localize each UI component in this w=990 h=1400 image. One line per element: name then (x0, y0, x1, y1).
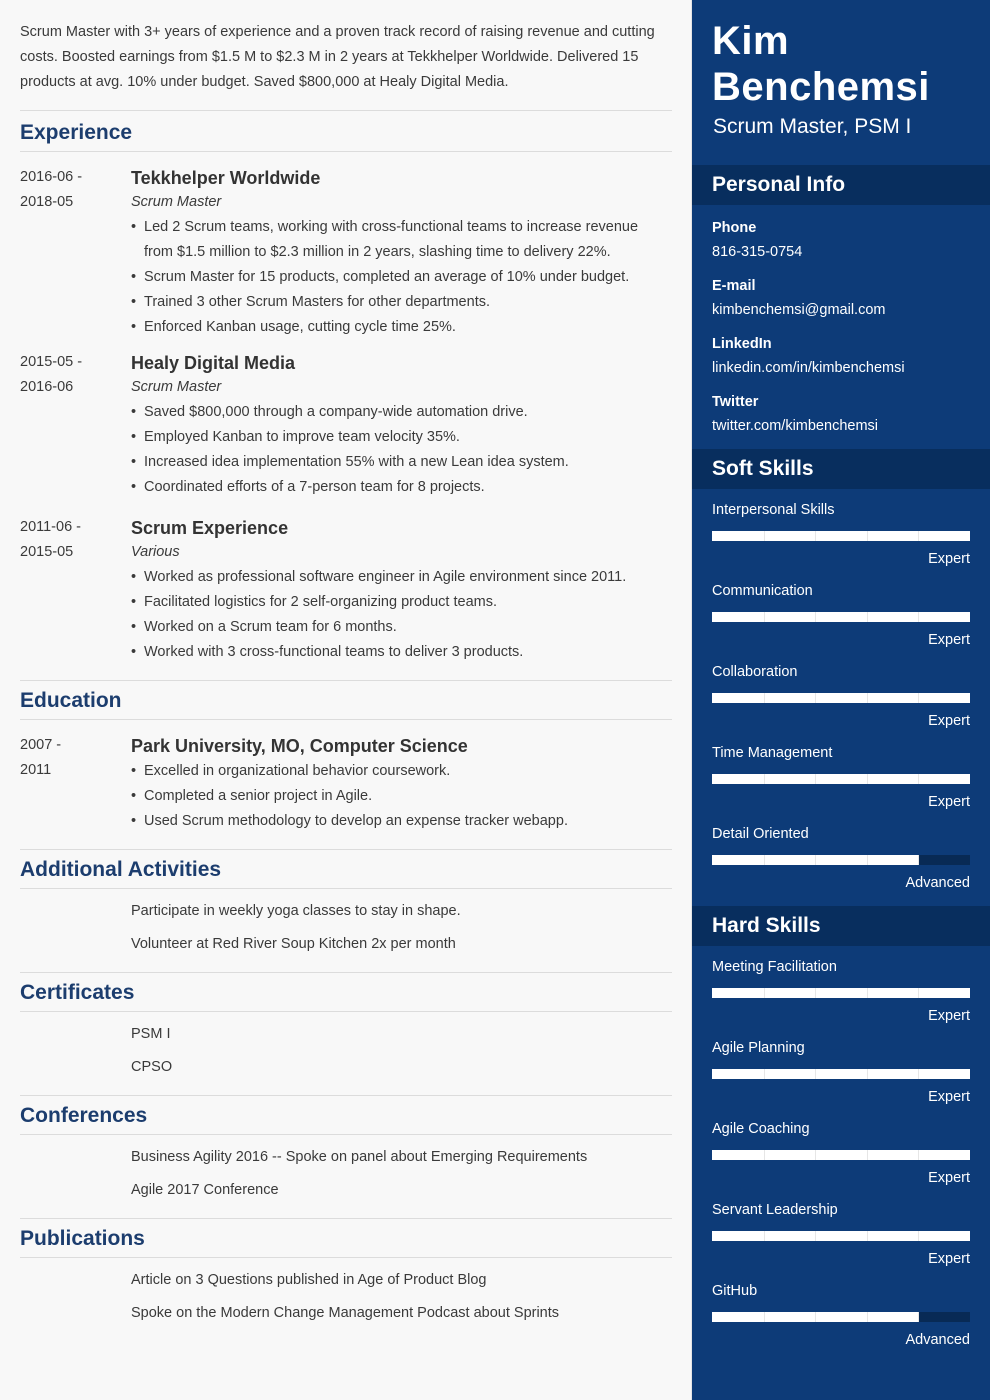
entry-body (131, 350, 671, 500)
skill-row (712, 824, 970, 905)
section-heading-education: Education (20, 689, 122, 712)
skill-row (712, 1281, 970, 1362)
date-end: 2016-06 (20, 379, 74, 395)
skill-bar-divider (764, 774, 765, 784)
company-name: Healy Digital Media (131, 353, 296, 373)
date-start: 2007 - (20, 737, 62, 753)
skill-level-fill (712, 774, 970, 784)
section-heading-conferences: Conferences (20, 1104, 148, 1127)
hard-skills-list (692, 946, 990, 1362)
bullet-list (131, 215, 671, 340)
skill-row (712, 500, 970, 581)
skill-level-label: Expert (928, 551, 970, 567)
entry-dates (20, 165, 131, 340)
bullet-item: • Saved $800,000 through a company-wide automation drive. (131, 400, 671, 425)
school-name: Park University, MO, Computer Science (131, 736, 468, 756)
skill-bar-divider (918, 774, 919, 784)
skill-level-fill (712, 1069, 970, 1079)
bullet-list (131, 565, 671, 665)
experience-entry (20, 165, 671, 340)
bullet-item: • Trained 3 other Scrum Masters for other departments. (131, 290, 671, 315)
skill-bar-divider (867, 612, 868, 622)
bullet-list (131, 759, 671, 834)
company-name: Tekkhelper Worldwide (131, 168, 321, 188)
skill-level-bar (712, 1312, 970, 1322)
bullet-item: • Completed a senior project in Agile. (131, 784, 671, 809)
skill-bar-divider (764, 988, 765, 998)
skill-level-bar (712, 774, 970, 784)
skill-level-fill (712, 1150, 970, 1160)
section-heading-soft-skills: Soft Skills (692, 449, 990, 489)
date-end: 2018-05 (20, 194, 74, 210)
skill-bar-divider (815, 988, 816, 998)
skill-bar-divider (815, 1069, 816, 1079)
skill-bar-divider (918, 1231, 919, 1241)
skill-bar-divider (867, 855, 868, 865)
skill-bar-divider (918, 531, 919, 541)
skill-level-bar (712, 531, 970, 541)
candidate-name (692, 0, 990, 110)
personal-info-list (692, 205, 990, 439)
bullet-item: • Worked with 3 cross-functional teams to deliver 3 products. (131, 640, 671, 665)
skill-level-bar (712, 612, 970, 622)
skill-level-bar (712, 855, 970, 865)
skill-name: Interpersonal Skills (712, 502, 835, 518)
section-heading-hard-skills: Hard Skills (692, 906, 990, 946)
bullet-item: • Coordinated efforts of a 7-person team for 8 projects. (131, 475, 671, 500)
section-heading-personal-info: Personal Info (692, 165, 990, 205)
skill-bar-divider (815, 1150, 816, 1160)
experience-entry (20, 515, 671, 665)
entry-body (131, 165, 671, 340)
bullet-item: • Enforced Kanban usage, cutting cycle time 25%. (131, 315, 671, 340)
first-name: Kim (712, 19, 790, 63)
skill-name: Meeting Facilitation (712, 959, 837, 975)
list-item: Agile 2017 Conference (131, 1182, 279, 1198)
info-value-phone[interactable]: 816-315-0754 (712, 244, 803, 260)
divider (20, 1257, 672, 1258)
info-value-twitter[interactable]: twitter.com/kimbenchemsi (712, 418, 878, 434)
info-label-phone: Phone (712, 220, 757, 236)
skill-level-fill (712, 612, 970, 622)
skill-level-bar (712, 1069, 970, 1079)
entry-body (131, 515, 671, 665)
bullet-item: • Led 2 Scrum teams, working with cross-functional teams to increase revenue from $1.5 million to $2.3 million in 2 years, slashing time to delivery 22%. (131, 215, 671, 265)
divider (20, 151, 672, 152)
skill-level-label: Expert (928, 1008, 970, 1024)
skill-name: Collaboration (712, 664, 798, 680)
sidebar (692, 0, 990, 1400)
conferences-list (20, 1141, 671, 1207)
section-heading-experience: Experience (20, 121, 133, 144)
skill-bar-divider (764, 1312, 765, 1322)
list-item: Business Agility 2016 -- Spoke on panel about Emerging Requirements (131, 1149, 588, 1165)
skill-bar-divider (867, 1069, 868, 1079)
certificates-list (20, 1018, 671, 1084)
skill-level-label: Expert (928, 1251, 970, 1267)
job-title: Scrum Master, PSM I (713, 115, 912, 138)
entry-body (131, 733, 671, 834)
date-start: 2015-05 - (20, 354, 83, 370)
bullet-item: • Facilitated logistics for 2 self-organizing product teams. (131, 590, 671, 615)
section-heading-publications: Publications (20, 1227, 145, 1250)
job-role: Scrum Master (131, 194, 222, 210)
skill-level-fill (712, 531, 970, 541)
skill-level-label: Advanced (905, 875, 970, 891)
divider (20, 888, 672, 889)
skill-bar-divider (764, 531, 765, 541)
skill-bar-divider (867, 1312, 868, 1322)
job-role: Scrum Master (131, 379, 222, 395)
publications-list (20, 1264, 671, 1330)
skill-bar-divider (867, 1150, 868, 1160)
skill-level-bar (712, 1231, 970, 1241)
info-label-linkedin: LinkedIn (712, 336, 772, 352)
skill-level-bar (712, 988, 970, 998)
skill-level-fill (712, 988, 970, 998)
skill-level-fill (712, 1231, 970, 1241)
job-role: Various (131, 544, 180, 560)
skill-name: GitHub (712, 1283, 758, 1299)
skill-level-label: Advanced (905, 1332, 970, 1348)
skill-level-bar (712, 693, 970, 703)
skill-bar-divider (815, 531, 816, 541)
skill-bar-divider (764, 693, 765, 703)
divider (20, 719, 672, 720)
bullet-item: • Worked as professional software engineer in Agile environment since 2011. (131, 565, 671, 590)
skill-row (712, 1200, 970, 1281)
skill-bar-divider (815, 1231, 816, 1241)
skill-level-label: Expert (928, 713, 970, 729)
section-heading-activities: Additional Activities (20, 858, 222, 881)
list-item: Article on 3 Questions published in Age of Product Blog (131, 1272, 487, 1288)
skill-level-bar (712, 1150, 970, 1160)
info-label-twitter: Twitter (712, 394, 759, 410)
skill-bar-divider (867, 1231, 868, 1241)
skill-name: Time Management (712, 745, 833, 761)
skill-name: Agile Planning (712, 1040, 805, 1056)
skill-level-label: Expert (928, 1170, 970, 1186)
skill-name: Agile Coaching (712, 1121, 810, 1137)
bullet-item: • Scrum Master for 15 products, completed an average of 10% under budget. (131, 265, 671, 290)
skill-bar-divider (867, 531, 868, 541)
skill-row (712, 662, 970, 743)
list-item: Spoke on the Modern Change Management Podcast about Sprints (131, 1305, 560, 1321)
info-value-linkedin[interactable]: linkedin.com/in/kimbenchemsi (712, 360, 905, 376)
skill-bar-divider (815, 612, 816, 622)
skill-level-fill (712, 693, 970, 703)
skill-name: Detail Oriented (712, 826, 809, 842)
bullet-item: • Increased idea implementation 55% with a new Lean idea system. (131, 450, 671, 475)
skill-bar-divider (815, 774, 816, 784)
skill-bar-divider (918, 693, 919, 703)
skill-bar-divider (918, 612, 919, 622)
skill-name: Communication (712, 583, 813, 599)
skill-level-label: Expert (928, 632, 970, 648)
list-item: Volunteer at Red River Soup Kitchen 2x per month (131, 936, 456, 952)
divider (20, 1011, 672, 1012)
skill-row (712, 1119, 970, 1200)
last-name: Benchemsi (712, 65, 930, 109)
bullet-item: • Used Scrum methodology to develop an expense tracker webapp. (131, 809, 671, 834)
skill-bar-divider (918, 1069, 919, 1079)
summary-text: Scrum Master with 3+ years of experience and a proven track record of raising revenue and cutting costs. Boosted earnings from $1.5 M to $2.3 M in 2 years at Tekkhelper Worldwide. Delivered 15 products at avg. 10% under budget. Saved $800,000 at Healy Digital Media. (20, 24, 655, 90)
skill-bar-divider (867, 693, 868, 703)
skill-bar-divider (764, 855, 765, 865)
info-value-email[interactable]: kimbenchemsi@gmail.com (712, 302, 886, 318)
date-start: 2016-06 - (20, 169, 83, 185)
date-end: 2015-05 (20, 544, 74, 560)
skill-level-label: Expert (928, 1089, 970, 1105)
entry-dates (20, 733, 131, 834)
skill-bar-divider (918, 1312, 919, 1322)
divider (20, 1134, 672, 1135)
divider (20, 110, 672, 111)
info-label-email: E-mail (712, 278, 756, 294)
skill-bar-divider (815, 1312, 816, 1322)
section-heading-certificates: Certificates (20, 981, 135, 1004)
bullet-item: • Excelled in organizational behavior coursework. (131, 759, 671, 784)
skill-bar-divider (815, 693, 816, 703)
skill-bar-divider (918, 988, 919, 998)
skill-bar-divider (867, 988, 868, 998)
list-item: PSM I (131, 1026, 171, 1042)
entry-dates (20, 350, 131, 500)
date-start: 2011-06 - (20, 519, 81, 535)
skill-row (712, 957, 970, 1038)
date-end: 2011 (20, 762, 52, 778)
skill-bar-divider (918, 1150, 919, 1160)
bullet-item: • Worked on a Scrum team for 6 months. (131, 615, 671, 640)
skill-bar-divider (867, 774, 868, 784)
skill-row (712, 743, 970, 824)
bullet-list (131, 400, 671, 500)
skill-row (712, 581, 970, 662)
soft-skills-list (692, 489, 990, 905)
skill-level-label: Expert (928, 794, 970, 810)
education-entry (20, 733, 671, 834)
entry-dates (20, 515, 131, 665)
list-item: CPSO (131, 1059, 173, 1075)
skill-bar-divider (764, 1231, 765, 1241)
skill-bar-divider (764, 612, 765, 622)
skill-row (712, 1038, 970, 1119)
skill-name: Servant Leadership (712, 1202, 838, 1218)
company-name: Scrum Experience (131, 518, 289, 538)
experience-entry (20, 350, 671, 500)
list-item: Participate in weekly yoga classes to stay in shape. (131, 903, 461, 919)
skill-bar-divider (815, 855, 816, 865)
skill-bar-divider (918, 855, 919, 865)
bullet-item: • Employed Kanban to improve team velocity 35%. (131, 425, 671, 450)
skill-bar-divider (764, 1069, 765, 1079)
activities-list (20, 895, 671, 961)
skill-bar-divider (764, 1150, 765, 1160)
